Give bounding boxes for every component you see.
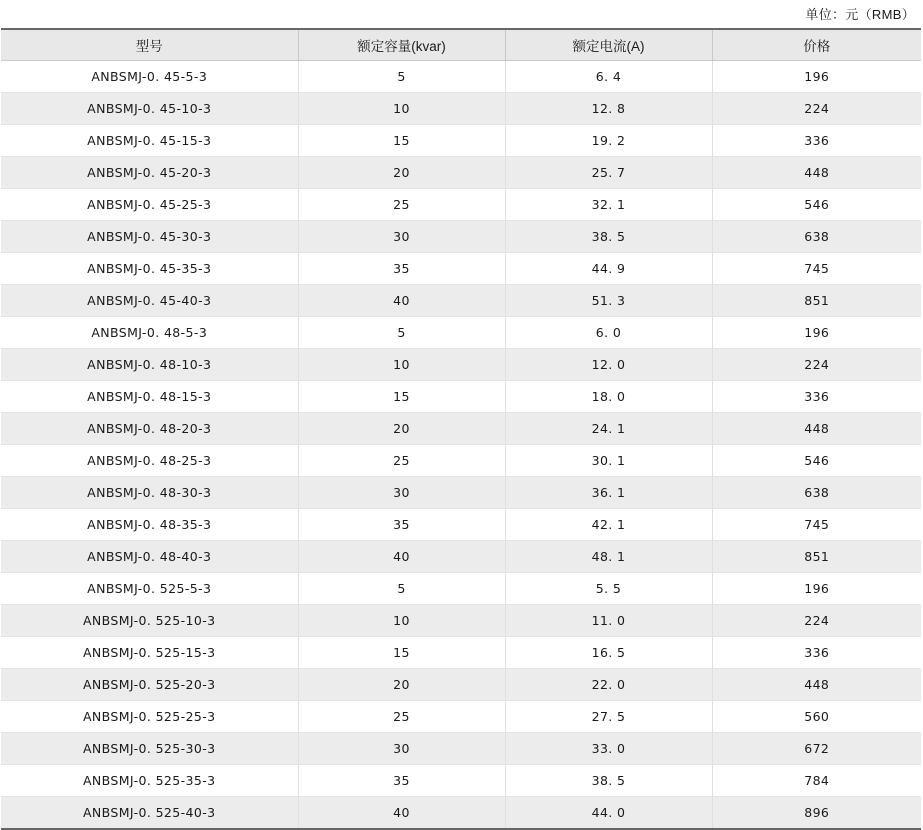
cell-model: ANBSMJ-0. 48-20-3 bbox=[1, 413, 298, 445]
capacitor-price-table bbox=[1, 28, 921, 830]
cell-rated-capacity: 5 bbox=[298, 61, 505, 93]
cell-rated-current: 11. 0 bbox=[505, 605, 712, 637]
cell-rated-current: 38. 5 bbox=[505, 221, 712, 253]
cell-rated-capacity: 15 bbox=[298, 637, 505, 669]
cell-rated-capacity: 35 bbox=[298, 509, 505, 541]
cell-model: ANBSMJ-0. 48-10-3 bbox=[1, 349, 298, 381]
cell-price: 448 bbox=[712, 669, 921, 701]
cell-rated-capacity: 40 bbox=[298, 797, 505, 830]
cell-model: ANBSMJ-0. 48-25-3 bbox=[1, 445, 298, 477]
table-row bbox=[1, 541, 921, 573]
cell-rated-current: 18. 0 bbox=[505, 381, 712, 413]
cell-rated-capacity: 10 bbox=[298, 349, 505, 381]
cell-rated-capacity: 25 bbox=[298, 445, 505, 477]
cell-rated-current: 42. 1 bbox=[505, 509, 712, 541]
cell-model: ANBSMJ-0. 525-5-3 bbox=[1, 573, 298, 605]
cell-model: ANBSMJ-0. 48-30-3 bbox=[1, 477, 298, 509]
table-row bbox=[1, 765, 921, 797]
table-row bbox=[1, 509, 921, 541]
cell-model: ANBSMJ-0. 45-20-3 bbox=[1, 157, 298, 189]
cell-model: ANBSMJ-0. 525-30-3 bbox=[1, 733, 298, 765]
table-body bbox=[1, 61, 921, 830]
cell-rated-current: 6. 4 bbox=[505, 61, 712, 93]
cell-rated-capacity: 35 bbox=[298, 765, 505, 797]
table-row bbox=[1, 253, 921, 285]
cell-price: 196 bbox=[712, 317, 921, 349]
cell-rated-current: 16. 5 bbox=[505, 637, 712, 669]
column-header-model: 型号 bbox=[1, 29, 298, 61]
table-row bbox=[1, 285, 921, 317]
cell-rated-capacity: 40 bbox=[298, 541, 505, 573]
table-row bbox=[1, 605, 921, 637]
cell-rated-current: 51. 3 bbox=[505, 285, 712, 317]
cell-model: ANBSMJ-0. 45-10-3 bbox=[1, 93, 298, 125]
cell-rated-current: 36. 1 bbox=[505, 477, 712, 509]
cell-price: 638 bbox=[712, 477, 921, 509]
cell-rated-current: 6. 0 bbox=[505, 317, 712, 349]
cell-model: ANBSMJ-0. 45-35-3 bbox=[1, 253, 298, 285]
cell-rated-capacity: 25 bbox=[298, 189, 505, 221]
table-header-row bbox=[1, 29, 921, 61]
cell-rated-current: 27. 5 bbox=[505, 701, 712, 733]
cell-rated-current: 25. 7 bbox=[505, 157, 712, 189]
cell-price: 851 bbox=[712, 285, 921, 317]
cell-rated-capacity: 10 bbox=[298, 93, 505, 125]
column-header-price: 价格 bbox=[712, 29, 921, 61]
cell-rated-current: 12. 0 bbox=[505, 349, 712, 381]
cell-price: 546 bbox=[712, 189, 921, 221]
table-row bbox=[1, 445, 921, 477]
cell-rated-capacity: 5 bbox=[298, 317, 505, 349]
cell-rated-capacity: 15 bbox=[298, 125, 505, 157]
cell-model: ANBSMJ-0. 525-15-3 bbox=[1, 637, 298, 669]
cell-rated-current: 33. 0 bbox=[505, 733, 712, 765]
cell-price: 336 bbox=[712, 381, 921, 413]
table-row bbox=[1, 93, 921, 125]
cell-price: 638 bbox=[712, 221, 921, 253]
cell-price: 560 bbox=[712, 701, 921, 733]
cell-price: 224 bbox=[712, 349, 921, 381]
table-row bbox=[1, 157, 921, 189]
table-row bbox=[1, 381, 921, 413]
cell-rated-capacity: 35 bbox=[298, 253, 505, 285]
table-row bbox=[1, 125, 921, 157]
cell-rated-current: 22. 0 bbox=[505, 669, 712, 701]
cell-model: ANBSMJ-0. 525-10-3 bbox=[1, 605, 298, 637]
cell-rated-current: 24. 1 bbox=[505, 413, 712, 445]
table-row bbox=[1, 349, 921, 381]
cell-price: 896 bbox=[712, 797, 921, 830]
cell-price: 196 bbox=[712, 61, 921, 93]
cell-price: 851 bbox=[712, 541, 921, 573]
table-row bbox=[1, 797, 921, 830]
cell-rated-capacity: 40 bbox=[298, 285, 505, 317]
cell-model: ANBSMJ-0. 48-5-3 bbox=[1, 317, 298, 349]
cell-rated-current: 48. 1 bbox=[505, 541, 712, 573]
cell-price: 196 bbox=[712, 573, 921, 605]
table-row bbox=[1, 573, 921, 605]
cell-rated-capacity: 20 bbox=[298, 669, 505, 701]
cell-rated-capacity: 30 bbox=[298, 477, 505, 509]
cell-model: ANBSMJ-0. 45-5-3 bbox=[1, 61, 298, 93]
cell-price: 224 bbox=[712, 93, 921, 125]
cell-rated-current: 30. 1 bbox=[505, 445, 712, 477]
table-row bbox=[1, 221, 921, 253]
cell-rated-current: 44. 0 bbox=[505, 797, 712, 830]
table-row bbox=[1, 733, 921, 765]
table-row bbox=[1, 189, 921, 221]
cell-model: ANBSMJ-0. 45-40-3 bbox=[1, 285, 298, 317]
cell-rated-capacity: 25 bbox=[298, 701, 505, 733]
cell-price: 745 bbox=[712, 253, 921, 285]
table-row bbox=[1, 669, 921, 701]
cell-rated-capacity: 10 bbox=[298, 605, 505, 637]
cell-price: 784 bbox=[712, 765, 921, 797]
cell-rated-current: 38. 5 bbox=[505, 765, 712, 797]
cell-rated-capacity: 5 bbox=[298, 573, 505, 605]
cell-rated-current: 32. 1 bbox=[505, 189, 712, 221]
table-row bbox=[1, 701, 921, 733]
cell-price: 448 bbox=[712, 157, 921, 189]
table-row bbox=[1, 477, 921, 509]
cell-model: ANBSMJ-0. 45-25-3 bbox=[1, 189, 298, 221]
cell-price: 546 bbox=[712, 445, 921, 477]
cell-model: ANBSMJ-0. 45-30-3 bbox=[1, 221, 298, 253]
cell-rated-current: 5. 5 bbox=[505, 573, 712, 605]
cell-rated-capacity: 20 bbox=[298, 413, 505, 445]
column-header-rated-current: 额定电流(A) bbox=[505, 29, 712, 61]
cell-price: 672 bbox=[712, 733, 921, 765]
cell-model: ANBSMJ-0. 525-25-3 bbox=[1, 701, 298, 733]
cell-model: ANBSMJ-0. 48-15-3 bbox=[1, 381, 298, 413]
cell-model: ANBSMJ-0. 48-40-3 bbox=[1, 541, 298, 573]
cell-model: ANBSMJ-0. 525-20-3 bbox=[1, 669, 298, 701]
cell-model: ANBSMJ-0. 525-40-3 bbox=[1, 797, 298, 830]
cell-price: 336 bbox=[712, 637, 921, 669]
unit-note: 单位：元（RMB） bbox=[805, 7, 915, 22]
cell-price: 224 bbox=[712, 605, 921, 637]
cell-model: ANBSMJ-0. 525-35-3 bbox=[1, 765, 298, 797]
cell-rated-current: 12. 8 bbox=[505, 93, 712, 125]
column-header-rated-capacity: 额定容量(kvar) bbox=[298, 29, 505, 61]
cell-model: ANBSMJ-0. 48-35-3 bbox=[1, 509, 298, 541]
table-row bbox=[1, 317, 921, 349]
cell-rated-capacity: 20 bbox=[298, 157, 505, 189]
cell-price: 336 bbox=[712, 125, 921, 157]
cell-rated-current: 19. 2 bbox=[505, 125, 712, 157]
table-row bbox=[1, 413, 921, 445]
table-row bbox=[1, 637, 921, 669]
cell-rated-capacity: 15 bbox=[298, 381, 505, 413]
cell-price: 745 bbox=[712, 509, 921, 541]
cell-model: ANBSMJ-0. 45-15-3 bbox=[1, 125, 298, 157]
cell-rated-current: 44. 9 bbox=[505, 253, 712, 285]
cell-rated-capacity: 30 bbox=[298, 221, 505, 253]
cell-rated-capacity: 30 bbox=[298, 733, 505, 765]
table-row bbox=[1, 61, 921, 93]
cell-price: 448 bbox=[712, 413, 921, 445]
